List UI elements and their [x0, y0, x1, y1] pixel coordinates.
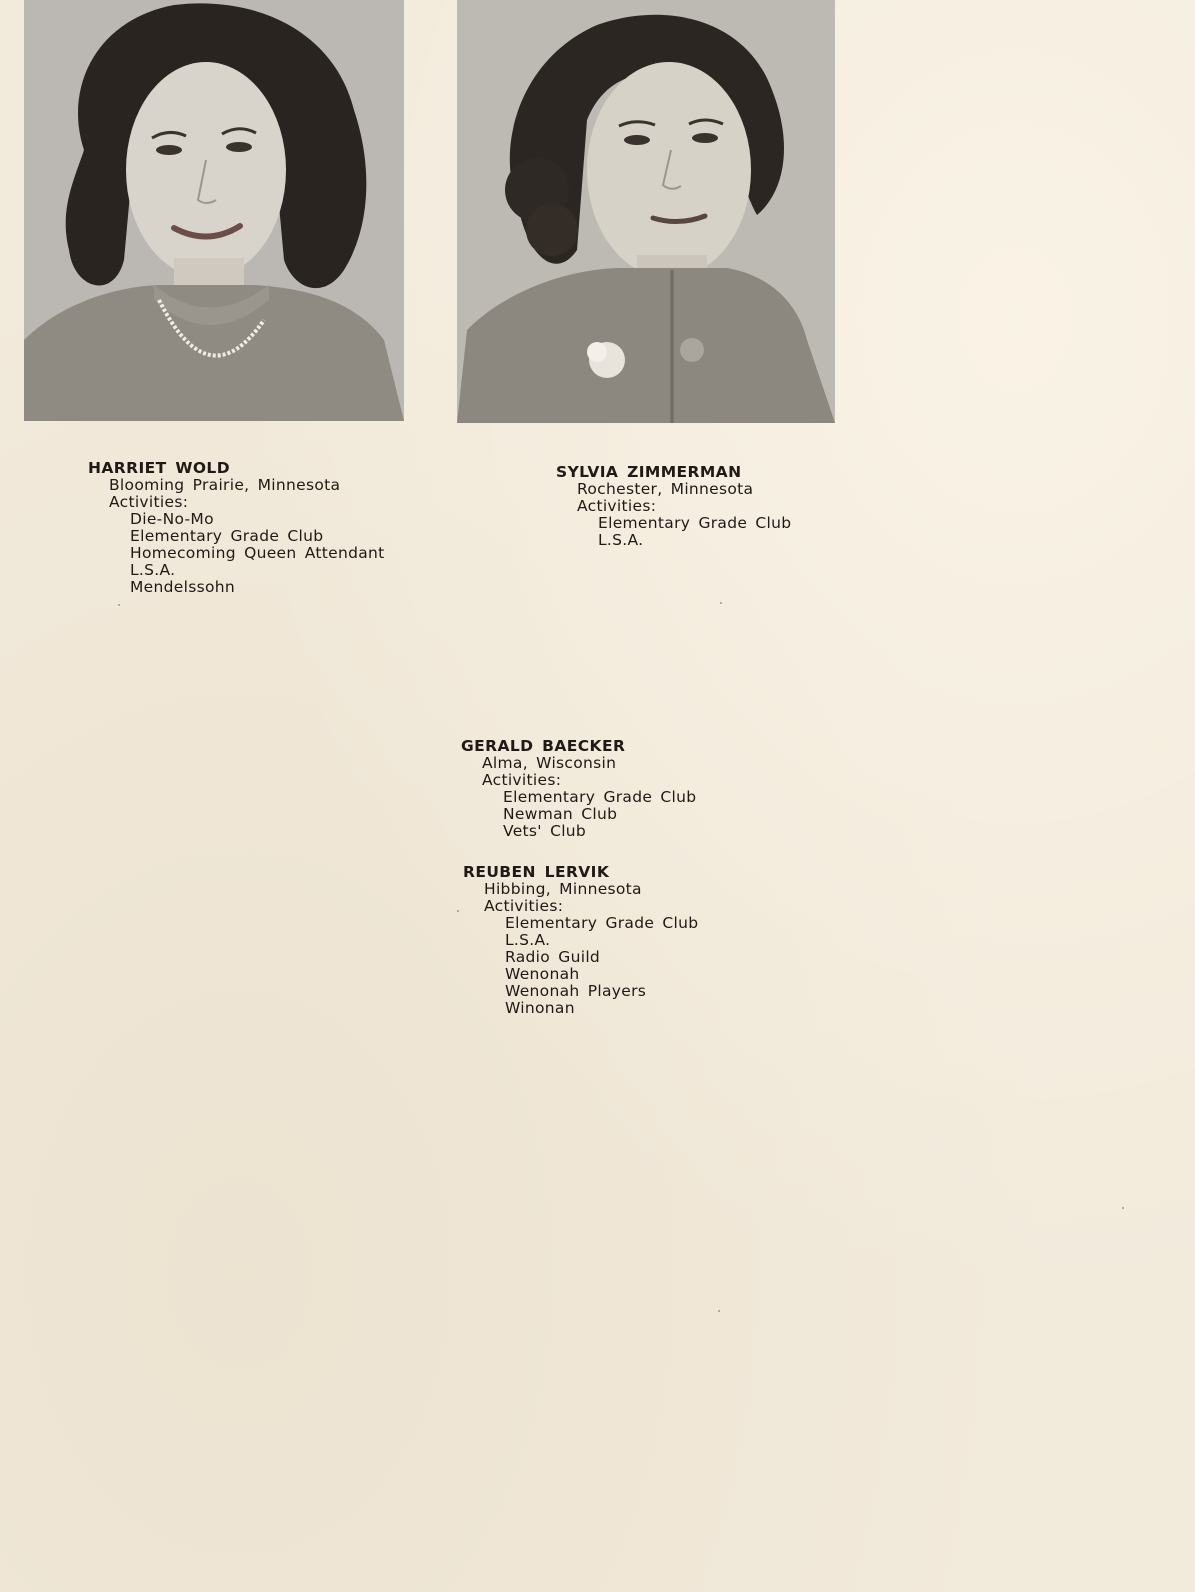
- student-hometown: Blooming Prairie, Minnesota: [109, 476, 341, 494]
- activities-label: Activities:: [109, 493, 189, 511]
- student-name: HARRIET WOLD: [88, 459, 230, 477]
- student-hometown: Rochester, Minnesota: [577, 480, 754, 498]
- portrait-photo-icon: [24, 0, 404, 421]
- activities-list: [556, 515, 791, 549]
- student-entry: [461, 738, 696, 840]
- activity-item: Winonan: [505, 999, 575, 1017]
- paper-speck: [118, 604, 120, 606]
- activities-list: [88, 511, 385, 596]
- activity-item: Mendelssohn: [130, 578, 235, 596]
- paper-speck: [718, 1310, 720, 1312]
- activities-list: [463, 915, 698, 1017]
- activity-item: Vets' Club: [503, 822, 587, 840]
- activity-item: Elementary Grade Club: [503, 788, 697, 806]
- paper-speck: [457, 910, 459, 912]
- activity-item: L.S.A.: [598, 531, 644, 549]
- portrait-sylvia-image: [457, 0, 835, 423]
- activity-item: Elementary Grade Club: [598, 514, 792, 532]
- activity-item: L.S.A.: [130, 561, 176, 579]
- student-name: REUBEN LERVIK: [463, 863, 610, 881]
- activity-item: Elementary Grade Club: [505, 914, 699, 932]
- activity-item: Wenonah: [505, 965, 580, 983]
- student-hometown: Hibbing, Minnesota: [484, 880, 642, 898]
- paper-speck: [720, 602, 722, 604]
- activities-list: [461, 789, 696, 840]
- activity-item: Elementary Grade Club: [130, 527, 324, 545]
- paper-speck: [1122, 1207, 1124, 1209]
- activity-item: Radio Guild: [505, 948, 601, 966]
- activity-item: Wenonah Players: [505, 982, 647, 1000]
- activity-item: Die-No-Mo: [130, 510, 214, 528]
- activities-label: Activities:: [482, 771, 562, 789]
- activity-item: Homecoming Queen Attendant: [130, 544, 385, 562]
- student-entry: [556, 464, 791, 549]
- activity-item: L.S.A.: [505, 931, 551, 949]
- portrait-harriet-image: [24, 0, 404, 421]
- activity-item: Newman Club: [503, 805, 618, 823]
- activities-label: Activities:: [484, 897, 564, 915]
- portrait-photo-icon: [457, 0, 835, 423]
- student-entry: [88, 460, 385, 596]
- student-name: SYLVIA ZIMMERMAN: [556, 463, 742, 481]
- activities-label: Activities:: [577, 497, 657, 515]
- student-name: GERALD BAECKER: [461, 737, 626, 755]
- student-entry: [463, 864, 698, 1017]
- student-hometown: Alma, Wisconsin: [482, 754, 617, 772]
